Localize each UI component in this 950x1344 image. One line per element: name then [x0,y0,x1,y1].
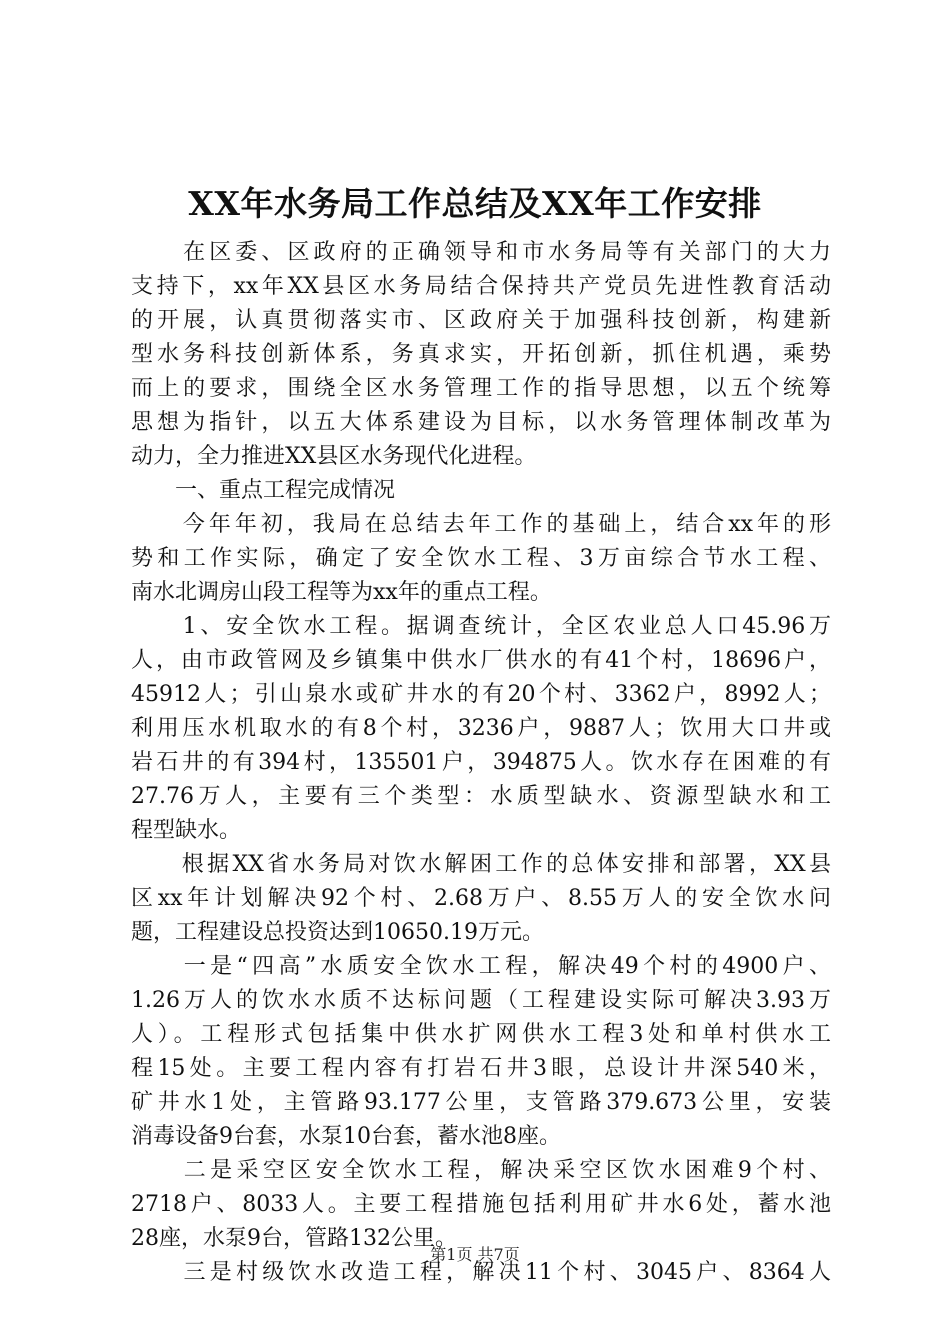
body-line: 利用压水机取水的有8个村，3236户，9887人；饮用大口井或 [131,716,831,741]
body-line: 区xx年计划解决92个村、2.68万户、8.55万人的安全饮水问 [131,886,831,911]
body-line: 南水北调房山段工程等为xx年的重点工程。 [131,580,552,605]
body-line: 人）。工程形式包括集中供水扩网供水工程3处和单村供水工 [131,1022,831,1047]
body-line: 的开展，认真贯彻落实市、区政府关于加强科技创新，构建新 [131,308,831,333]
body-line: 而上的要求，围绕全区水务管理工作的指导思想，以五个统筹 [131,376,831,401]
body-line: 三是村级饮水改造工程，解决11个村、3045户、8364人 [131,1260,831,1285]
body-line: 1、安全饮水工程。据调查统计，全区农业总人口45.96万 [131,614,831,639]
body-line: 型水务科技创新体系，务真求实，开拓创新，抓住机遇，乘势 [131,342,831,367]
body-line: 思想为指针，以五大体系建设为目标，以水务管理体制改革为 [131,410,831,435]
body-line: 人，由市政管网及乡镇集中供水厂供水的有41个村，18696户， [131,648,831,673]
document-title: XX年水务局工作总结及XX年工作安排 [188,184,762,223]
body-line: 矿井水1处，主管路93.177公里，支管路379.673公里，安装 [131,1090,831,1115]
body-line: 根据XX省水务局对饮水解困工作的总体安排和部署，XX县 [131,852,831,877]
body-line: 45912人；引山泉水或矿井水的有20个村、3362户，8992人； [131,682,831,707]
body-line: 在区委、区政府的正确领导和市水务局等有关部门的大力 [131,240,831,265]
document-body [131,236,831,1290]
body-line: 消毒设备9台套，水泵10台套，蓄水池8座。 [131,1124,561,1149]
body-line: 28座，水泵9台，管路132公里。 [131,1226,457,1251]
body-line: 题，工程建设总投资达到10650.19万元。 [131,920,544,945]
body-line: 27.76万人，主要有三个类型：水质型缺水、资源型缺水和工 [131,784,831,809]
body-line: 程15处。主要工程内容有打岩石井3眼，总设计井深540米， [131,1056,831,1081]
body-line: 动力，全力推进XX县区水务现代化进程。 [131,444,537,469]
body-line: 势和工作实际，确定了安全饮水工程、3万亩综合节水工程、 [131,546,831,571]
body-line: 二是采空区安全饮水工程，解决采空区饮水困难9个村、 [131,1158,831,1183]
body-line: 支持下，xx年XX县区水务局结合保持共产党员先进性教育活动 [131,274,831,299]
body-line: 程型缺水。 [131,818,242,843]
body-line: 岩石井的有394村，135501户，394875人。饮水存在困难的有 [131,750,831,775]
body-line: 一是“四高”水质安全饮水工程，解决49个村的4900户、 [131,954,831,979]
section-heading: 一、重点工程完成情况 [131,478,396,503]
page-number-footer: 第1页 共7页 [430,1245,520,1264]
body-line: 今年年初，我局在总结去年工作的基础上，结合xx年的形 [131,512,831,537]
body-line: 2718户、8033人。主要工程措施包括利用矿井水6处，蓄水池 [131,1192,831,1217]
body-line: 1.26万人的饮水水质不达标问题（工程建设实际可解决3.93万 [131,988,831,1013]
